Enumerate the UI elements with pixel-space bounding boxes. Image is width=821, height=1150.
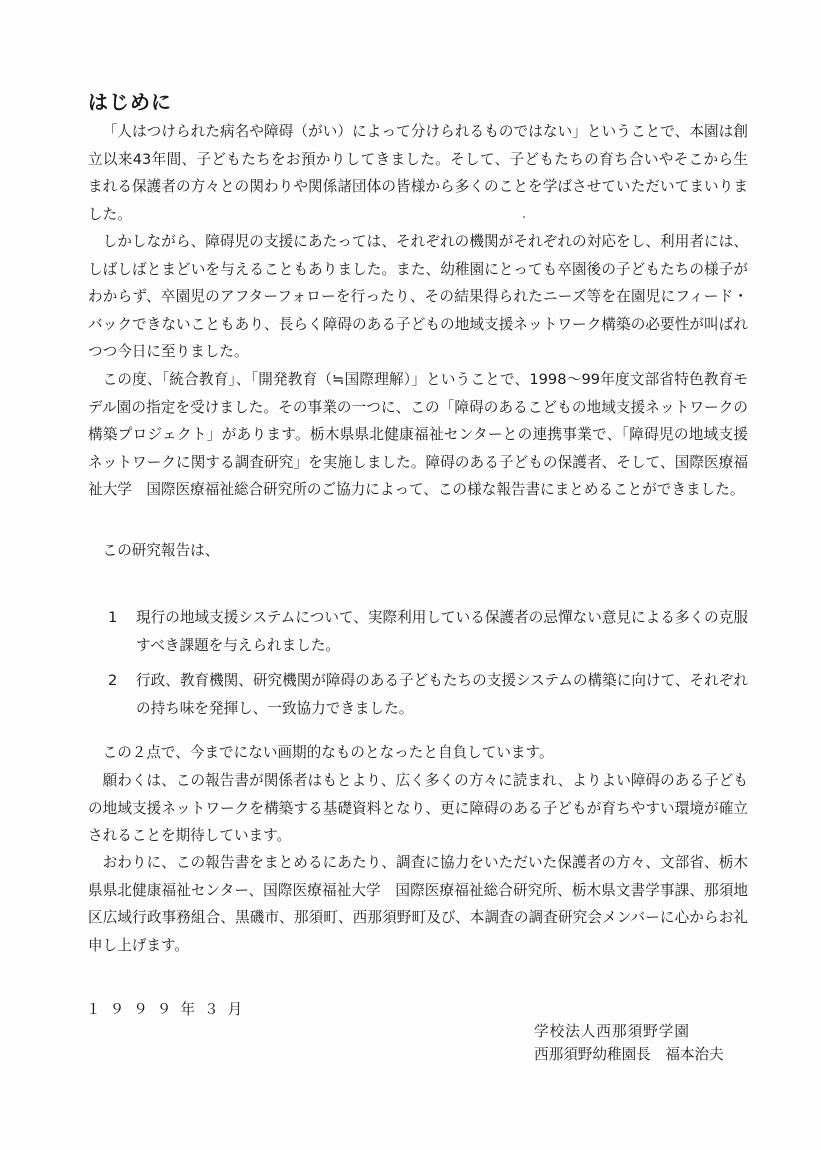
paragraph-background: しかしながら、障碍児の支援にあたっては、それぞれの機関がそれぞれの対応をし、利用者には、しばしばとまどいを与えることもありました。また、幼稚園にとっても卒園後の子どもたちの様子がわからず、卒園児のアフターフォローを行ったり、その結果得られたニーズ等を在園児にフィード・バックできないこともあり、長らく障碍のある子どもの地域支援ネットワーク構築の必要性が叫ばれつつ今日に至りました。	[88, 233, 748, 361]
date: １９９９年３月	[86, 1001, 252, 1018]
paragraph-project: この度、「統合教育」、「開発教育（≒国際理解）」ということで、1998〜99年度文部省特色教育モデル園の指定を受けました。その事業の一つに、この「障碍のあるこどもの地域支援ネットワークの構築プロジェクト」があります。栃木県県北健康福祉センターとの連携事業で、「障碍児の地域支援ネットワークに関する調査研究」を実施しました。障碍のある子どもの保護者、そして、国際医療福祉大学 国際医療福祉総合研究所のご協力によって、この様な報告書にまとめることができました。	[88, 371, 748, 499]
paragraph-report-lead: この研究報告は、	[102, 542, 220, 559]
list-item	[108, 667, 748, 722]
achievement-list	[108, 604, 748, 730]
paragraph-intro: 「人はつけられた病名や障碍（がい）によって分けられるものではない」ということで、本園は創立以来43年間、子どもたちをお預かりしてきました。そして、子どもたちの育ち合いやそこから生まれる保護者の方々との関わりや関係諸団体の皆様から多くのことを学ばさせていただいてまいりました。	[88, 123, 748, 223]
list-item-text: 現行の地域支援システムについて、実際利用している保護者の忌憚ない意見による多くの克服すべき課題を与えられました。	[136, 609, 748, 654]
list-item-number: 2	[108, 672, 118, 690]
list-item	[108, 604, 748, 659]
signature-organization: 学校法人西那須野学園	[534, 1023, 690, 1040]
paragraph-acknowledgements: おわりに、この報告書をまとめるにあたり、調査に協力をいただいた保護者の方々、文部省、栃木県県北健康福祉センター、国際医療福祉大学 国際医療福祉総合研究所、栃木県文書学事課、那須地区広域行政事務組合、黒磯市、那須町、西那須野町及び、本調査の調査研究会メンバーに心からお礼申し上げます。	[88, 854, 748, 954]
signature-principal: 西那須野幼稚園長 福本治夫	[534, 1046, 724, 1063]
scan-speck	[523, 216, 525, 218]
paragraph-hope: 願わくは、この報告書が関係者はもとより、広く多くの方々に読まれ、よりよい障碍のある子どもの地域支援ネットワークを構築する基礎資料となり、更に障碍のある子どもが育ちやすい環境が確立されることを期待しています。	[88, 772, 748, 845]
paragraph-summary: この２点で、今までにない画期的なものとなったと自負しています。	[102, 744, 554, 761]
list-item-text: 行政、教育機関、研究機関が障碍のある子どもたちの支援システムの構築に向けて、それぞれの持ち味を発揮し、一致協力できました。	[136, 672, 748, 717]
page-title: はじめに	[88, 90, 172, 114]
list-item-number: 1	[108, 609, 118, 626]
